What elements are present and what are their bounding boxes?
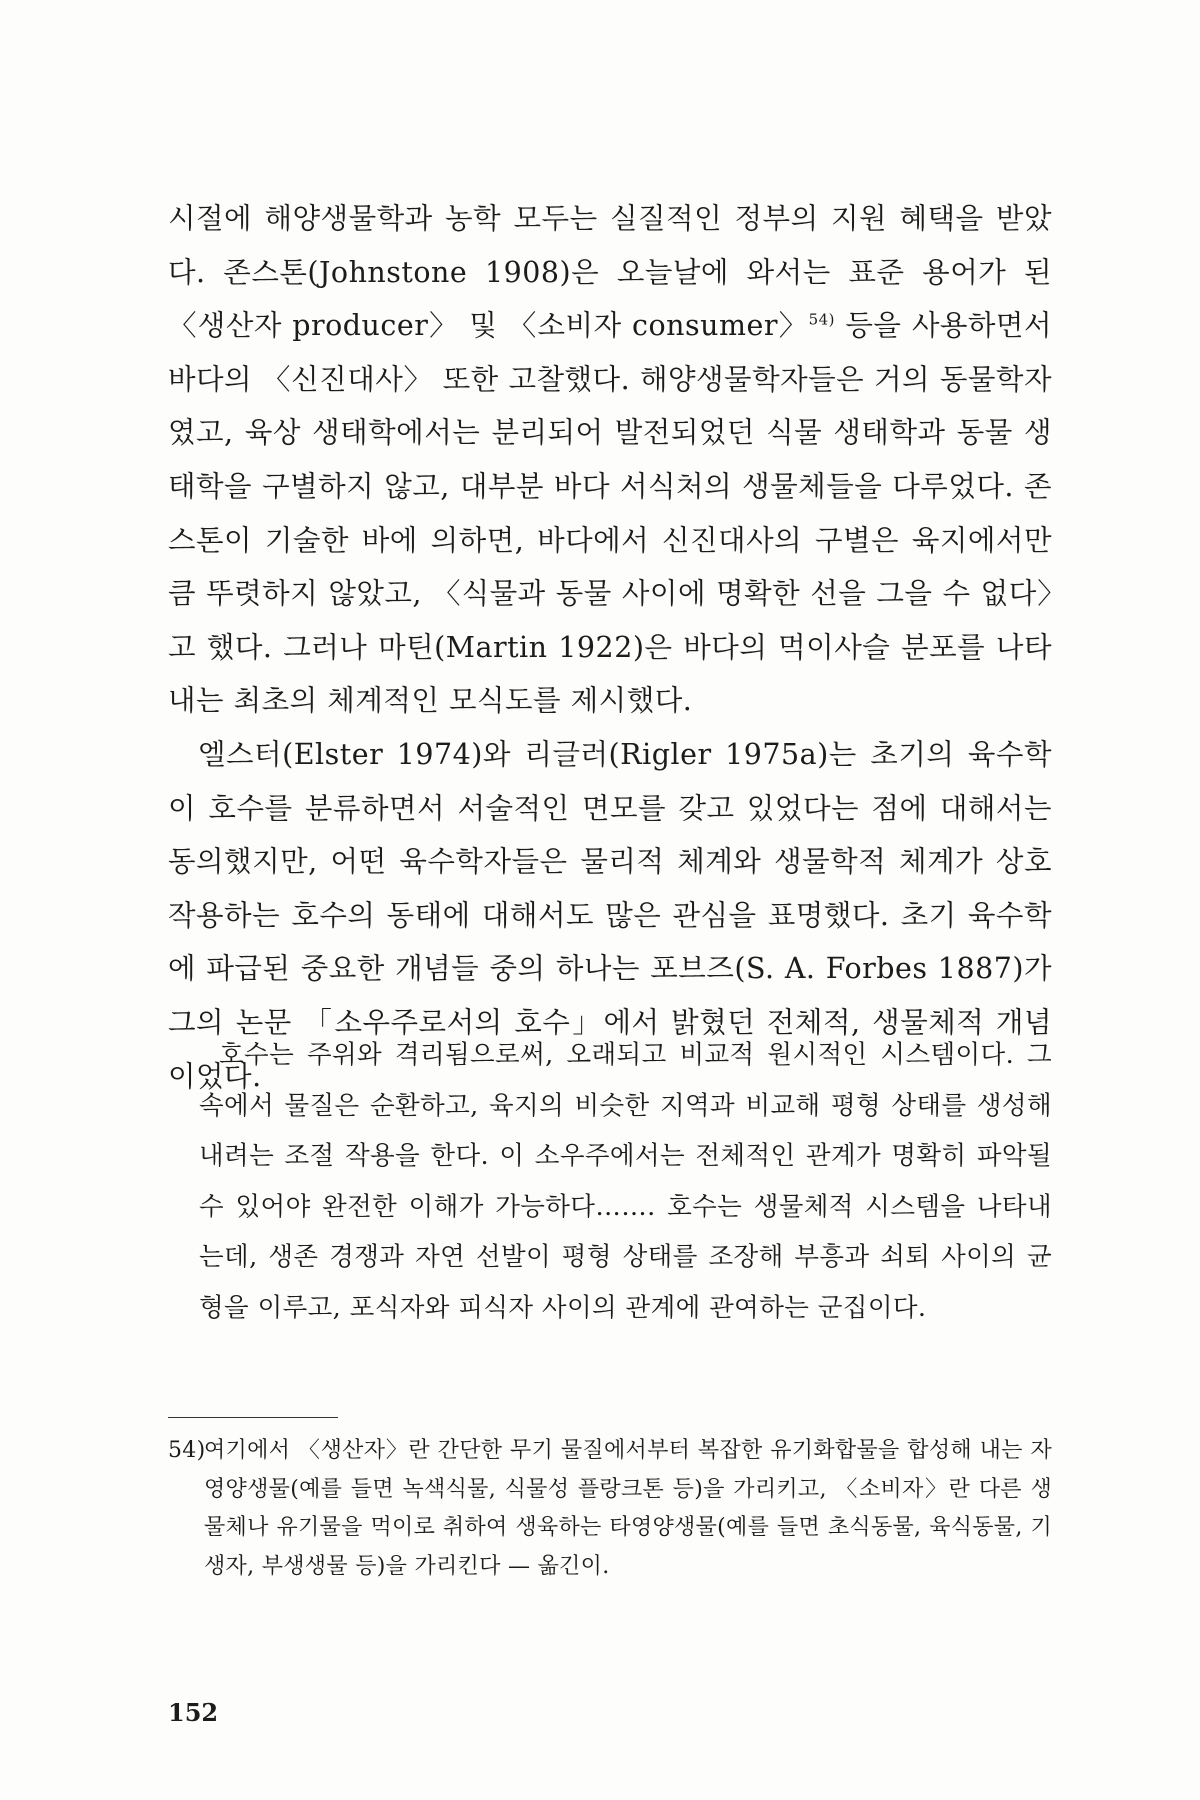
page-number: 152	[168, 1698, 219, 1727]
footnote-text: 여기에서 〈생산자〉란 간단한 무기 물질에서부터 복잡한 유기화합물을 합성해 내는 자영양생물(예를 들면 녹색식물, 식물성 플랑크톤 등)을 가리키고, 〈소비자〉란 다른 생물체나 유기물을 먹이로 취하여 생육하는 타영양생물(예를 들면 초식동물, 육식동물, 기생자, 부생생물 등)을 가리킨다 — 옮긴이.	[204, 1438, 1052, 1579]
paragraph-text: 시절에 해양생물학과 농학 모두는 실질적인 정부의 지원 혜택을 받았다. 존스톤(Johnstone 1908)은 오늘날에 와서는 표준 용어가 된 〈생산자 producer〉 및 〈소비자 consumer〉	[168, 202, 1052, 343]
footnote	[168, 1432, 1052, 1586]
footnote-number: 54)	[168, 1438, 206, 1463]
footnote-divider	[168, 1417, 338, 1418]
block-quote	[199, 1030, 1052, 1333]
quote-text: 호수는 주위와 격리됨으로써, 오래되고 비교적 원시적인 시스템이다. 그 속에서 물질은 순환하고, 육지의 비슷한 지역과 비교해 평형 상태를 생성해 내려는 조절 작용을 한다. 이 소우주에서는 전체적인 관계가 명확히 파악될 수 있어야 완전한 이해가 가능하다……. 호수는 생물체적 시스템을 나타내는데, 생존 경쟁과 자연 선발이 평형 상태를 조장해 부흥과 쇠퇴 사이의 균형을 이루고, 포식자와 피식자 사이의 관계에 관여하는 군집이다.	[199, 1040, 1052, 1323]
paragraph: 엘스터(Elster 1974)와 리글러(Rigler 1975a)는 초기의 육수학이 호수를 분류하면서 서술적인 면모를 갖고 있었다는 점에 대해서는 동의했지만, 어떤 육수학자들은 물리적 체계와 생물학적 체계가 상호 작용하는 호수의 동태에 대해서도 많은 관심을 표명했다. 초기 육수학에 파급된 중요한 개념들 중의 하나는 포브즈(S. A. Forbes 1887)가 그의 논문 「소우주로서의 호수」에서 밝혔던 전체적, 생물체적 개념이었다.	[168, 737, 1052, 1093]
paragraph-text: 등을 사용하면서 바다의 〈신진대사〉 또한 고찰했다. 해양생물학자들은 거의 동물학자였고, 육상 생태학에서는 분리되어 발전되었던 식물 생태학과 동물 생태학을 구별하지 않고, 대부분 바다 서식처의 생물체들을 다루었다. 존스톤이 기술한 바에 의하면, 바다에서 신진대사의 구별은 육지에서만큼 뚜렷하지 않았고, 〈식물과 동물 사이에 명확한 선을 그을 수 없다〉고 했다. 그러나 마틴(Martin 1922)은 바다의 먹이사슬 분포를 나타내는 최초의 체계적인 모식도를 제시했다.	[168, 309, 1052, 718]
main-body	[168, 192, 1052, 1103]
footnote-reference: 54)	[808, 310, 836, 329]
paragraph	[168, 192, 1052, 728]
